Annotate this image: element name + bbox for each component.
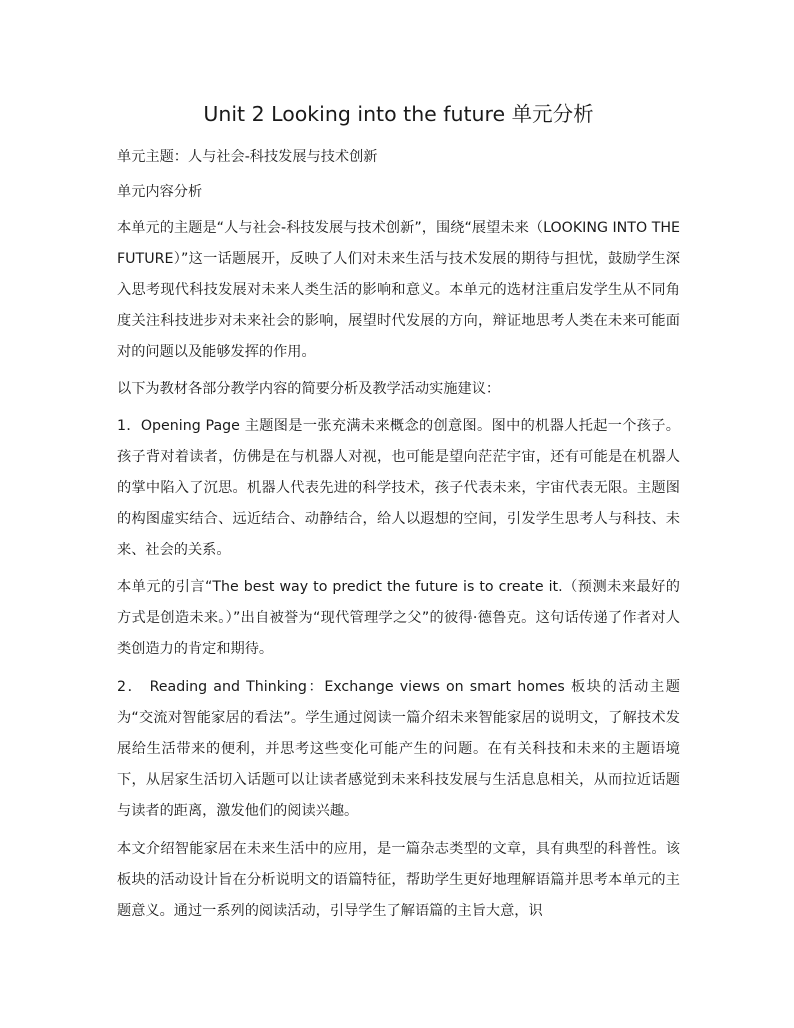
document-body (117, 96, 680, 933)
paragraph-intro: 本单元的主题是“人与社会-科技发展与技术创新”，围绕“展望未来（LOOKING INTO THE FUTURE）”这一话题展开，反映了人们对未来生活与技术发展的期待与担忧，鼓励学生深入思考现代科技发展对未来人类生活的影响和意义。本单元的选材注重启发学生从不同角度关注科技进步对未来社会的影响，展望时代发展的方向，辩证地思考人类在未来可能面对的问题以及能够发挥的作用。 (117, 220, 680, 360)
paragraph-article-analysis: 本文介绍智能家居在未来生活中的应用，是一篇杂志类型的文章，具有典型的科普性。该板块的活动设计旨在分析说明文的语篇特征，帮助学生更好地理解语篇并思考本单元的主题意义。通过一系列的阅读活动，引导学生了解语篇的主旨大意，识 (117, 841, 680, 919)
document-title: Unit 2 Looking into the future 单元分析 (203, 102, 594, 126)
paragraph-overview: 以下为教材各部分教学内容的简要分析及教学活动实施建议： (117, 381, 501, 397)
paragraph-quote: 本单元的引言“The best way to predict the future is to create it.（预测未来最好的方式是创造未来。）”出自被誉为“现代管理学之父”的彼得·德鲁克。这句话传递了作者对人类创造力的肯定和期待。 (117, 579, 680, 657)
paragraph-reading-thinking: 2． Reading and Thinking：Exchange views on smart homes 板块的活动主题为“交流对智能家居的看法”。学生通过阅读一篇介绍未来智能家居的说明文，了解技术发展给生活带来的便利，并思考这些变化可能产生的问题。在有关科技和未来的主题语境下，从居家生活切入话题可以让读者感觉到未来科技发展与生活息息相关，从而拉近话题与读者的距离，激发他们的阅读兴趣。 (117, 679, 680, 819)
paragraph-opening-page: 1．Opening Page 主题图是一张充满未来概念的创意图。图中的机器人托起一个孩子。孩子背对着读者，仿佛是在与机器人对视，也可能是望向茫茫宇宙，还有可能是在机器人的掌中陷入了沉思。机器人代表先进的科学技术，孩子代表未来，宇宙代表无限。主题图的构图虚实结合、远近结合、动静结合，给人以遐想的空间，引发学生思考人与科技、未来、社会的关系。 (117, 418, 680, 558)
unit-theme: 单元主题：人与社会-科技发展与技术创新 (117, 149, 378, 165)
section-heading: 单元内容分析 (117, 184, 203, 200)
